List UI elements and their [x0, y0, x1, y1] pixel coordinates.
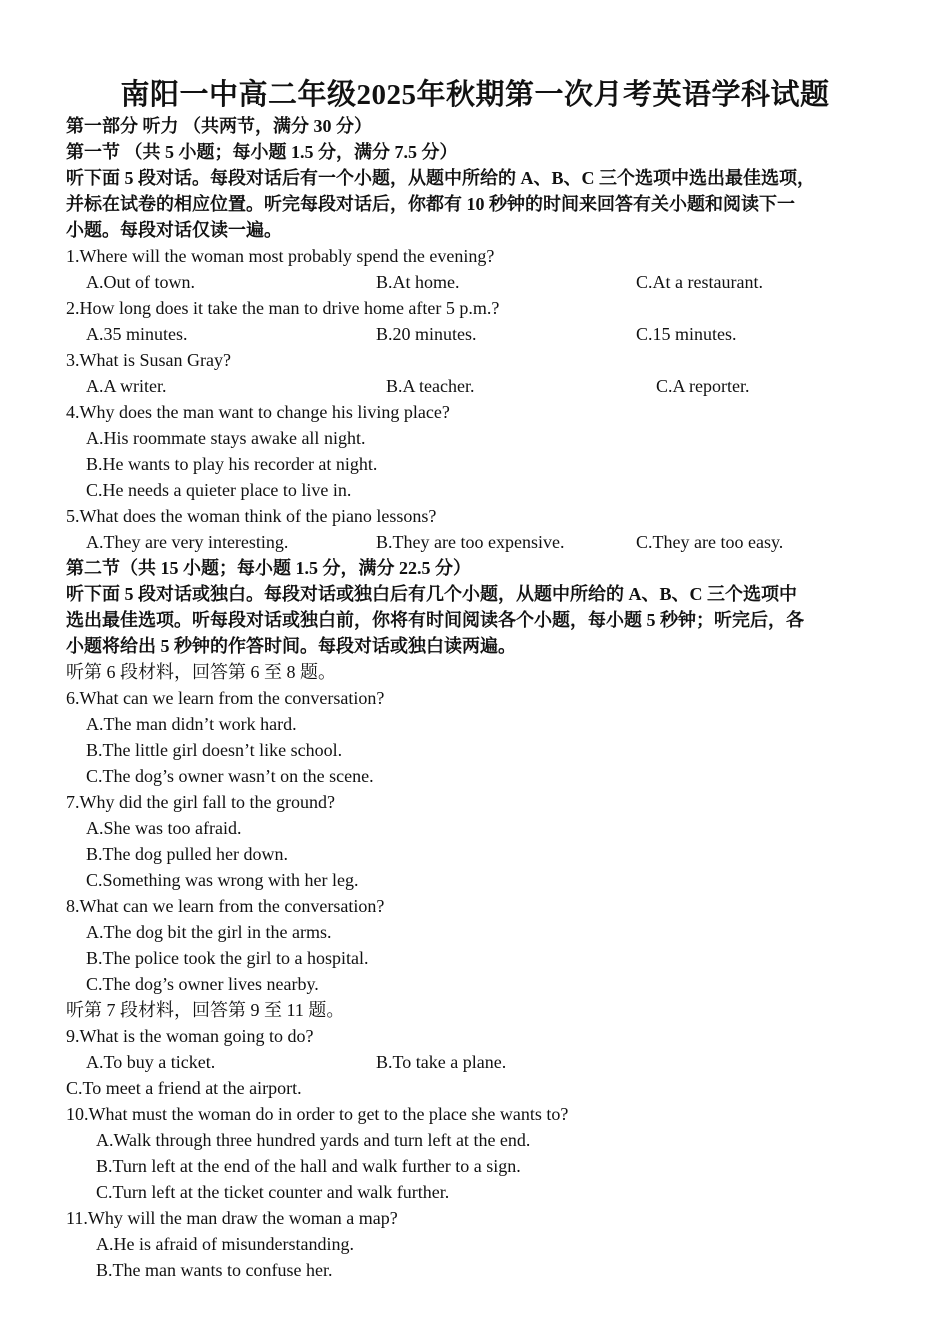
question-9: 9.What is the woman going to do?	[66, 1026, 314, 1046]
question-11-option-a: A.He is afraid of misunderstanding.	[96, 1234, 354, 1254]
question-10: 10.What must the woman do in order to get to the place she wants to?	[66, 1104, 569, 1124]
question-11: 11.Why will the man draw the woman a map?	[66, 1208, 398, 1228]
section2-heading: 第二节（共 15 小题；每小题 1.5 分，满分 22.5 分）	[66, 558, 471, 578]
question-2-option-b: B.20 minutes.	[376, 324, 477, 344]
section1-heading: 第一节 （共 5 小题；每小题 1.5 分，满分 7.5 分）	[66, 142, 458, 162]
question-9-option-c: C.To meet a friend at the airport.	[66, 1078, 302, 1098]
question-1: 1.Where will the woman most probably spend the evening?	[66, 246, 495, 266]
question-9-option-a: A.To buy a ticket.	[86, 1052, 216, 1072]
question-4: 4.Why does the man want to change his living place?	[66, 402, 450, 422]
question-11-option-b: B.The man wants to confuse her.	[96, 1260, 333, 1280]
question-5-option-b: B.They are too expensive.	[376, 532, 565, 552]
question-7-option-c: C.Something was wrong with her leg.	[86, 870, 359, 890]
question-10-option-a: A.Walk through three hundred yards and turn left at the end.	[96, 1130, 531, 1150]
question-4-option-c: C.He needs a quieter place to live in.	[86, 480, 352, 500]
question-8-option-a: A.The dog bit the girl in the arms.	[86, 922, 332, 942]
question-7-option-b: B.The dog pulled her down.	[86, 844, 288, 864]
section2-instruction-line: 小题将给出 5 秒钟的作答时间。每段对话或独白读两遍。	[66, 636, 516, 656]
question-8-option-c: C.The dog’s owner lives nearby.	[86, 974, 319, 994]
question-7: 7.Why did the girl fall to the ground?	[66, 792, 335, 812]
question-2: 2.How long does it take the man to drive home after 5 p.m.?	[66, 298, 500, 318]
question-3-option-b: B.A teacher.	[386, 376, 475, 396]
question-2-option-c: C.15 minutes.	[636, 324, 737, 344]
question-3-option-a: A.A writer.	[86, 376, 167, 396]
section2-instruction-line: 选出最佳选项。听每段对话或独白前，你将有时间阅读各个小题，每小题 5 秒钟；听完后，各	[66, 610, 804, 630]
question-6-option-a: A.The man didn’t work hard.	[86, 714, 297, 734]
question-1-option-b: B.At home.	[376, 272, 460, 292]
question-5-option-a: A.They are very interesting.	[86, 532, 289, 552]
section2-instruction-line: 听下面 5 段对话或独白。每段对话或独白后有几个小题，从题中所给的 A、B、C 三个选项中	[66, 584, 797, 604]
material-7-note: 听第 7 段材料，回答第 9 至 11 题。	[66, 1000, 345, 1020]
question-4-option-a: A.His roommate stays awake all night.	[86, 428, 366, 448]
question-2-option-a: A.35 minutes.	[86, 324, 188, 344]
question-3: 3.What is Susan Gray?	[66, 350, 231, 370]
question-3-option-c: C.A reporter.	[656, 376, 750, 396]
question-4-option-b: B.He wants to play his recorder at night.	[86, 454, 378, 474]
section1-instruction-line: 并标在试卷的相应位置。听完每段对话后，你都有 10 秒钟的时间来回答有关小题和阅读下一	[66, 194, 795, 214]
material-6-note: 听第 6 段材料，回答第 6 至 8 题。	[66, 662, 336, 682]
exam-title: 南阳一中高二年级2025年秋期第一次月考英语学科试题	[120, 79, 830, 111]
question-8: 8.What can we learn from the conversation?	[66, 896, 385, 916]
question-6-option-c: C.The dog’s owner wasn’t on the scene.	[86, 766, 374, 786]
question-7-option-a: A.She was too afraid.	[86, 818, 242, 838]
question-6: 6.What can we learn from the conversation?	[66, 688, 385, 708]
question-6-option-b: B.The little girl doesn’t like school.	[86, 740, 343, 760]
part1-heading: 第一部分 听力 （共两节，满分 30 分）	[66, 116, 372, 136]
question-9-option-b: B.To take a plane.	[376, 1052, 507, 1072]
question-1-option-c: C.At a restaurant.	[636, 272, 763, 292]
section1-instruction-line: 听下面 5 段对话。每段对话后有一个小题，从题中所给的 A、B、C 三个选项中选出最佳选项，	[66, 168, 815, 188]
section1-instruction-line: 小题。每段对话仅读一遍。	[66, 220, 282, 240]
question-5-option-c: C.They are too easy.	[636, 532, 784, 552]
question-5: 5.What does the woman think of the piano lessons?	[66, 506, 437, 526]
question-10-option-c: C.Turn left at the ticket counter and walk further.	[96, 1182, 450, 1202]
question-10-option-b: B.Turn left at the end of the hall and walk further to a sign.	[96, 1156, 521, 1176]
question-1-option-a: A.Out of town.	[86, 272, 195, 292]
question-8-option-b: B.The police took the girl to a hospital.	[86, 948, 369, 968]
